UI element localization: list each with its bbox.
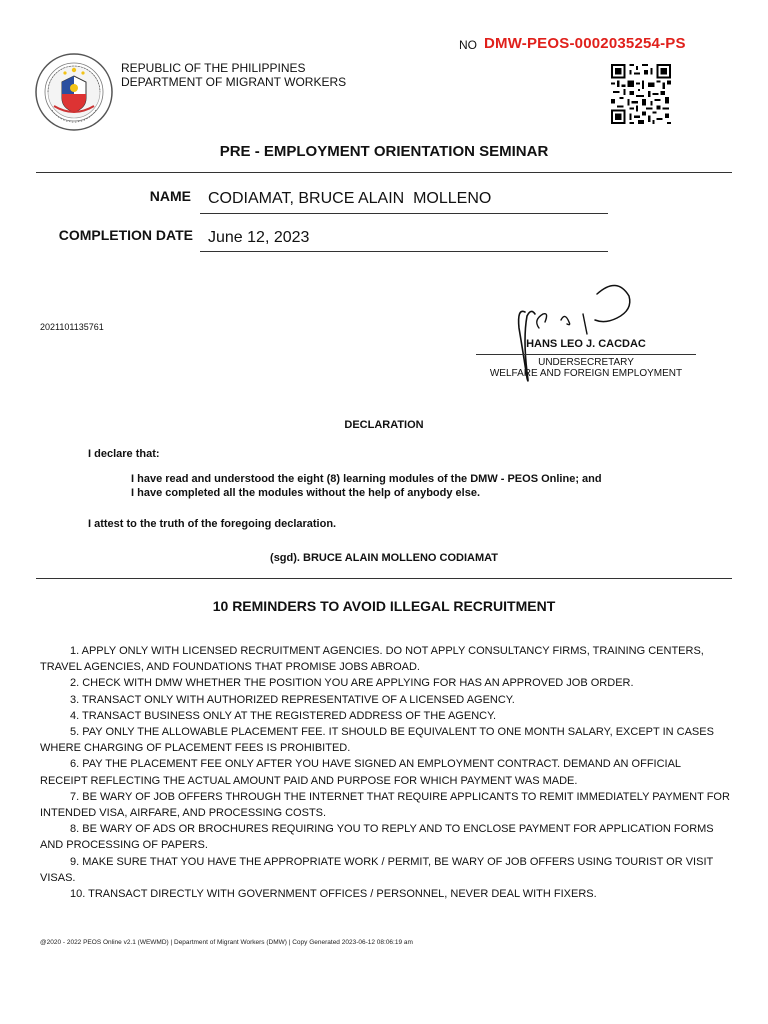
reference-number: 2021101135761	[40, 322, 104, 332]
reminder-item: 10. TRANSACT DIRECTLY WITH GOVERNMENT OFFICES / PERSONNEL, NEVER DEAL WITH FIXERS.	[70, 888, 597, 901]
agency-line-republic: REPUBLIC OF THE PHILIPPINES	[121, 61, 306, 75]
divider	[36, 172, 732, 173]
qr-code-icon	[611, 64, 671, 124]
signatory-title-line2: WELFARE AND FOREIGN EMPLOYMENT	[489, 368, 683, 379]
agency-line-department: DEPARTMENT OF MIGRANT WORKERS	[121, 75, 347, 89]
signatory-title-line1: UNDERSECRETARY	[538, 357, 634, 368]
reminders-title: 10 REMINDERS TO AVOID ILLEGAL RECRUITMENT	[212, 598, 556, 614]
reminder-item: 8. BE WARY OF ADS OR BROCHURES REQUIRING YOU TO REPLY AND TO ENCLOSE PAYMENT FOR APPLICATION FORMS AND PROCESSING OF PAPERS.	[40, 823, 714, 852]
reminder-item: 1. APPLY ONLY WITH LICENSED RECRUITMENT AGENCIES. DO NOT APPLY CONSULTANCY FIRMS, TRAINING CENTERS, TRAVEL AGENCIES, AND FOUNDATIONS THAT PROMISE JOBS ABROAD.	[40, 645, 704, 674]
completion-date-label: COMPLETION DATE	[58, 227, 193, 243]
completion-date-value: June 12, 2023	[208, 229, 310, 246]
declaration-signed: (sgd). BRUCE ALAIN MOLLENO CODIAMAT	[270, 552, 498, 564]
reminder-item: 7. BE WARY OF JOB OFFERS THROUGH THE INTERNET THAT REQUIRE APPLICANTS TO REMIT IMMEDIATELY PAYMENT FOR INTENDED VISA, AIRFARE, AND PROCESSING COSTS.	[40, 790, 730, 820]
divider	[36, 578, 732, 579]
dmw-seal-icon	[34, 52, 114, 132]
reminders-list	[40, 643, 730, 902]
declaration-statement: I have completed all the modules without the help of anybody else.	[131, 487, 481, 499]
reminder-item: 4. TRANSACT BUSINESS ONLY AT THE REGISTERED ADDRESS OF THE AGENCY.	[70, 709, 497, 722]
declaration-title: DECLARATION	[344, 419, 424, 431]
reminder-item: 9. MAKE SURE THAT YOU HAVE THE APPROPRIATE WORK / PERMIT, BE WARY OF JOB OFFERS USING TOURIST OR VISIT VISAS.	[40, 855, 714, 884]
declaration-attest: I attest to the truth of the foregoing declaration.	[88, 518, 337, 530]
name-label: NAME	[149, 188, 191, 204]
agency-header	[121, 61, 346, 89]
signatory-title	[476, 357, 696, 379]
reminder-item: 6. PAY THE PLACEMENT FEE ONLY AFTER YOU HAVE SIGNED AN EMPLOYMENT CONTRACT. DEMAND AN OFFICIAL RECEIPT REFLECTING THE ACTUAL AMOUNT PAID AND PURPOSE FOR WHICH PAYMENT WAS MADE.	[40, 758, 681, 787]
declaration-statement: I have read and understood the eight (8) learning modules of the DMW - PEOS Online; and	[131, 473, 602, 485]
certificate-number-label: NO	[459, 38, 477, 52]
name-value: CODIAMAT, BRUCE ALAIN MOLLENO	[208, 190, 492, 207]
reminder-item: 5. PAY ONLY THE ALLOWABLE PLACEMENT FEE. IT SHOULD BE EQUIVALENT TO ONE MONTH SALARY, EXCEPT IN CASES WHERE CHARGING OF PLACEMENT FEES IS PROHIBITED.	[40, 726, 714, 755]
certificate-number: DMW-PEOS-0002035254-PS	[484, 35, 686, 52]
declaration-intro: I declare that:	[88, 448, 160, 460]
footer-text: @2020 - 2022 PEOS Online v2.1 (WEWMD) | Department of Migrant Workers (DMW) | Copy Generated 2023-06-12 08:06:19 am	[40, 939, 413, 946]
name-underline	[200, 213, 608, 214]
signatory-name: HANS LEO J. CACDAC	[526, 338, 646, 350]
signature-line	[476, 354, 696, 355]
reminder-item: 3. TRANSACT ONLY WITH AUTHORIZED REPRESENTATIVE OF A LICENSED AGENCY.	[70, 693, 515, 706]
page-title: PRE - EMPLOYMENT ORIENTATION SEMINAR	[219, 143, 549, 160]
completion-date-underline	[200, 251, 608, 252]
reminder-item: 2. CHECK WITH DMW WHETHER THE POSITION YOU ARE APPLYING FOR HAS AN APPROVED JOB ORDER.	[70, 677, 634, 690]
